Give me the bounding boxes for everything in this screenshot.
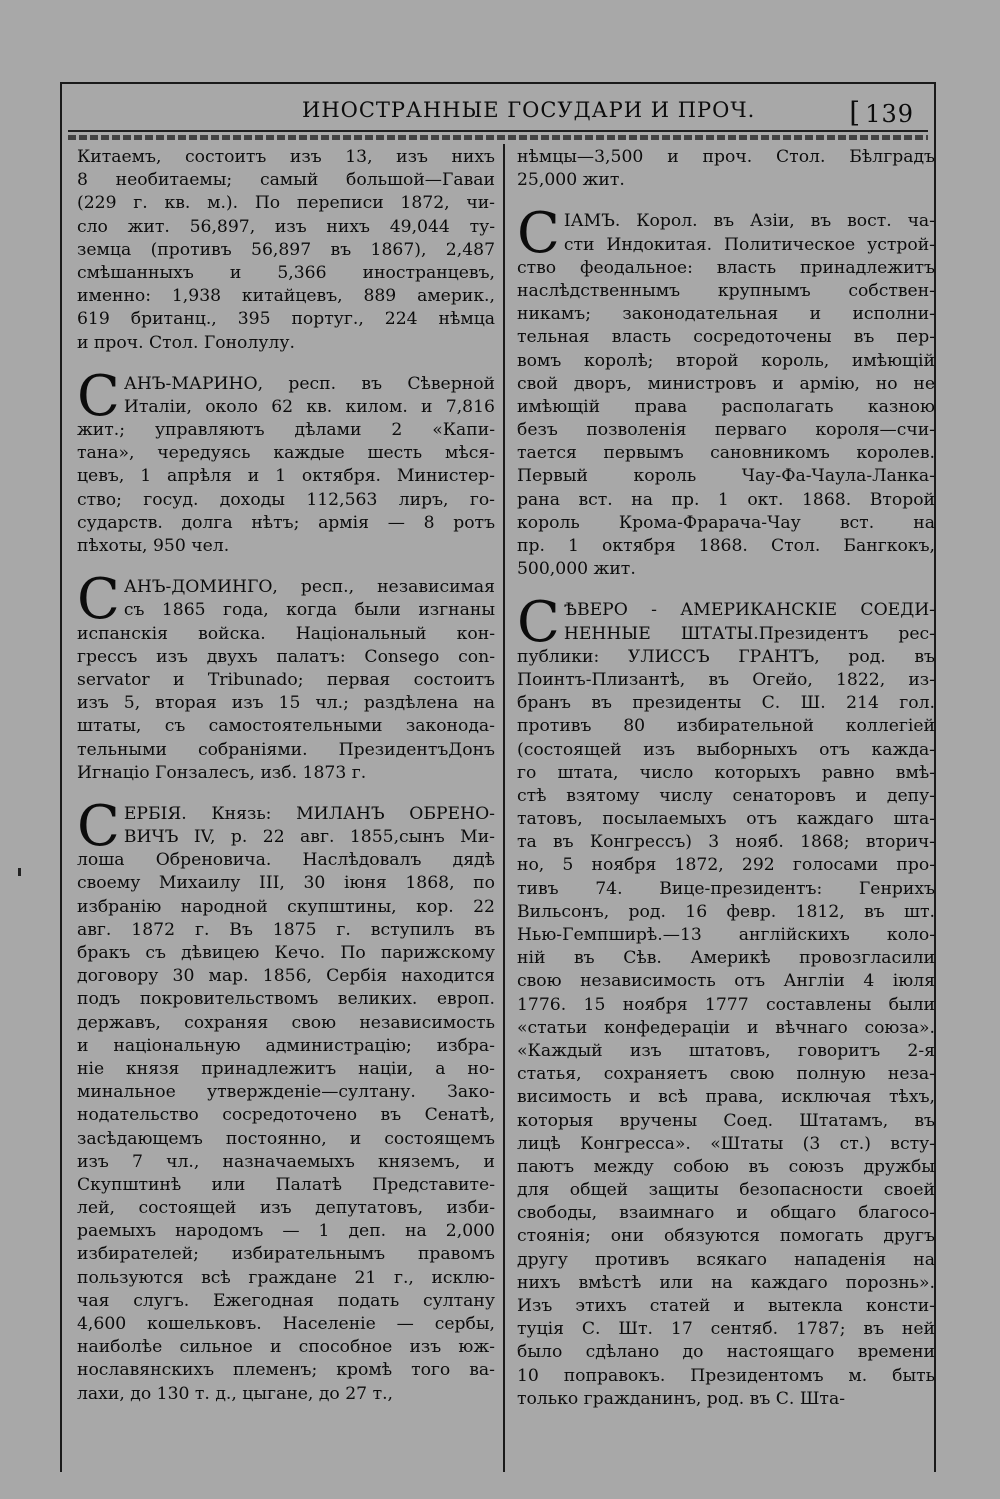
- text-line: Первый король Чау-Фа-Чаула-Ланка-: [517, 466, 935, 487]
- dropcap-letter: С: [77, 567, 120, 633]
- text-line: 25,000 жит.: [517, 170, 625, 191]
- text-line: сударств. долга нѣтъ; армія — 8 ротъ: [77, 512, 495, 533]
- text-line: ЕРБІЯ. Князь: МИЛАНЪ ОБРЕНО-: [123, 803, 495, 824]
- text-line: 4,600 кошельковъ. Населеніе — сербы,: [77, 1314, 495, 1334]
- text-line: 8 необитаемы; самый большой—Гаваи: [77, 170, 495, 191]
- paragraph-serbia-cont: [517, 146, 935, 192]
- text-line: имѣющій права располагать казною: [517, 396, 935, 417]
- text-line: испанскія войска. Національный кон-: [77, 623, 495, 644]
- text-line: стоянія; они обязуются помогать другъ: [517, 1226, 935, 1247]
- dropcap-letter: С: [77, 363, 120, 429]
- text-line: лоша Обреновича. Наслѣдовалъ дядѣ: [77, 850, 495, 871]
- text-line: (229 г. кв. м.). По переписи 1872, чи-: [77, 193, 495, 214]
- text-line: татовъ, посылаемыхъ отъ каждаго шта-: [517, 809, 935, 830]
- text-line: жит.; управляютъ дѣлами 2 «Капи-: [77, 420, 495, 441]
- paragraph-san-marino: [77, 363, 495, 559]
- text-line: минальное утвержденіе—султану. Зако-: [77, 1082, 495, 1103]
- paragraph-usa: [517, 590, 935, 1411]
- stray-ink-mark: [18, 868, 21, 876]
- text-line: и проч. Стол. Гонолулу.: [77, 332, 295, 353]
- paragraph-hawaii: [77, 146, 495, 355]
- paragraph-serbia: [77, 793, 495, 1406]
- text-line: Изъ этихъ статей и вытекла консти-: [517, 1296, 935, 1316]
- text-line: для общей защиты безопасности своей: [517, 1180, 935, 1201]
- text-line: цевъ, 1 апрѣля и 1 октября. Министер-: [77, 466, 495, 487]
- running-head: [62, 98, 934, 128]
- text-line: свой дворъ, министровъ и армію, но не: [517, 373, 935, 394]
- text-line: Китаемъ, состоитъ изъ 13, изъ нихъ: [77, 147, 495, 167]
- paragraph-san-domingo: [77, 567, 495, 785]
- text-line: чая слугъ. Ежегодная подать султану: [77, 1290, 495, 1311]
- text-line: подъ покровительствомъ великих. европ.: [77, 989, 495, 1010]
- text-line: изъ 7 чл., назначаемыхъ княземъ, и: [77, 1151, 495, 1172]
- text-line: туція С. Шт. 17 сентяб. 1787; въ ней: [517, 1319, 935, 1340]
- paragraph-siam: [517, 201, 935, 581]
- text-line: бракъ съ дѣвицею Кечо. По парижскому: [77, 943, 495, 963]
- running-title: ИНОСТРАННЫЕ ГОСУДАРИ И ПРОЧ.: [302, 98, 756, 122]
- text-line: Италіи, около 62 кв. килом. и 7,816: [123, 396, 495, 417]
- text-line: раемыхъ народомъ — 1 деп. на 2,000: [77, 1221, 495, 1242]
- text-line: пользуются всѣ граждане 21 г., исклю-: [77, 1267, 495, 1288]
- text-line: которыя вручены Соед. Штатамъ, въ: [517, 1110, 935, 1131]
- text-line: державъ, сохраняя свою независимость: [77, 1012, 495, 1033]
- text-line: стѣ взятому числу сенаторовъ и депу-: [517, 785, 935, 806]
- text-line: АНЪ-ДОМИНГО, респ., независимая: [123, 577, 495, 598]
- text-line: АНЪ-МАРИНО, респ. въ Сѣверной: [123, 373, 495, 394]
- text-line: свою независимость отъ Англіи 4 іюля: [517, 971, 935, 992]
- text-line: нодательство сосредоточено въ Сенатѣ,: [77, 1105, 495, 1126]
- text-line: го штата, число которыхъ равно вмѣ-: [517, 762, 935, 783]
- text-line: статья, сохраняетъ свою полную неза-: [517, 1064, 935, 1085]
- text-line: и національную администрацію; избра-: [77, 1035, 495, 1056]
- text-line: ѢВЕРО - АМЕРИКАНСКІЕ СОЕДИ-: [563, 600, 935, 621]
- text-line: НЕННЫЕ ШТАТЫ.Президентъ рес-: [563, 623, 935, 644]
- text-line: изъ 5, вторая изъ 15 чл.; раздѣлена на: [77, 693, 495, 714]
- page-number: [ 139: [849, 96, 914, 129]
- text-line: было сдѣлано до настоящаго времени: [517, 1342, 935, 1363]
- text-line: ВИЧЪ IV, р. 22 авг. 1855,сынъ Ми-: [123, 827, 495, 848]
- text-line: Игнаціо Гонзалесъ, изб. 1873 г.: [77, 762, 367, 783]
- text-line: Поинтъ-Плизантѣ, въ Огейо, 1822, из-: [517, 669, 935, 690]
- text-line: «статьи конфедераціи и вѣчнаго союза».: [517, 1017, 935, 1038]
- text-line: «Каждый изъ штатовъ, говоритъ 2-я: [517, 1040, 935, 1061]
- dropcap-letter: С: [517, 201, 560, 267]
- text-line: Скупштинѣ или Палатѣ Представите-: [77, 1174, 495, 1195]
- text-line: вомъ королѣ; второй король, имѣющій: [517, 350, 935, 371]
- text-line: висимость и всѣ права, исключая тѣхъ,: [517, 1087, 935, 1108]
- text-line: земца (противъ 56,897 въ 1867), 2,487: [77, 239, 495, 260]
- text-line: ІАМЪ. Корол. въ Азіи, въ вост. ча-: [563, 211, 935, 232]
- text-line: но, 5 ноября 1872, 292 голосами про-: [517, 855, 935, 876]
- text-line: нославянскихъ племенъ; кромѣ того ва-: [77, 1360, 495, 1381]
- text-line: нихъ вмѣстѣ или на каждаго порознь».: [517, 1272, 935, 1293]
- text-line: грессъ изъ двухъ палатъ: Consego con-: [77, 646, 495, 667]
- text-line: именно: 1,938 китайцевъ, 889 америк.,: [77, 286, 495, 307]
- text-line: лахи, до 130 т. д., цыгане, до 27 т.,: [77, 1383, 394, 1404]
- text-line: ство; госуд. доходы 112,563 лиръ, го-: [77, 489, 495, 510]
- text-line: пр. 1 октября 1868. Стол. Бангкокъ,: [517, 536, 935, 556]
- text-line: 500,000 жит.: [517, 559, 636, 580]
- text-line: лицѣ Конгресса». «Штаты (3 ст.) всту-: [517, 1133, 935, 1154]
- text-line: тивъ 74. Вице-президентъ: Генрихъ: [517, 878, 935, 899]
- text-line: нѣмцы—3,500 и проч. Стол. Бѣлградъ: [517, 147, 935, 167]
- text-line: Вильсонъ, род. 16 февр. 1812, въ шт.: [517, 901, 935, 922]
- text-line: наиболѣе сильное и способное изъ юж-: [77, 1337, 495, 1358]
- text-line: бранъ въ президенты С. Ш. 214 гол.: [517, 693, 935, 714]
- text-line: избранію народной скупштины, кор. 22: [77, 896, 495, 917]
- text-line: противъ 80 избирательной коллегіей: [517, 716, 935, 737]
- text-line: смѣшанныхъ и 5,366 иностранцевъ,: [77, 262, 495, 283]
- text-line: Нью-Гемпширѣ.—13 англійскихъ коло-: [517, 925, 935, 945]
- text-line: паютъ между собою въ союзъ дружбы: [517, 1156, 935, 1177]
- text-line: безъ позволенія перваго короля—счи-: [517, 420, 935, 441]
- text-line: та въ Конгрессъ) 3 нояб. 1868; вторич-: [517, 832, 935, 853]
- dropcap-letter: С: [517, 590, 560, 656]
- text-line: 10 поправокъ. Президентомъ м. быть: [517, 1365, 935, 1386]
- text-line: тана», чередуясь каждые шесть мѣся-: [77, 443, 495, 464]
- text-line: наслѣдственнымъ крупнымъ собствен-: [517, 280, 935, 301]
- text-line: тельная власть сосредоточены въ пер-: [517, 327, 935, 348]
- text-line: ство феодальное: власть принадлежитъ: [517, 257, 935, 278]
- text-line: ній въ Сѣв. Америкѣ провозгласили: [517, 948, 935, 969]
- text-line: своему Михаилу III, 30 іюня 1868, по: [77, 873, 495, 894]
- text-line: публики: УЛИССЪ ГРАНТЪ, род. въ: [517, 646, 935, 667]
- text-line: другу противъ всякаго нападенія на: [517, 1249, 935, 1270]
- text-line: servator и Tribunado; первая состоитъ: [77, 669, 495, 690]
- text-line: лей, состоящей изъ депутатовъ, изби-: [77, 1198, 495, 1219]
- dropcap-letter: С: [77, 793, 120, 859]
- text-line: (состоящей изъ выборныхъ отъ кажда-: [517, 739, 935, 760]
- page-frame: [60, 82, 936, 1472]
- column-divider: [503, 144, 505, 1472]
- text-line: авг. 1872 г. Въ 1875 г. вступилъ въ: [77, 919, 495, 940]
- text-line: тельными собраніями. ПрезидентъДонъ: [77, 739, 495, 760]
- left-column: [77, 146, 495, 1424]
- text-line: свободы, взаимнаго и общаго благосо-: [517, 1203, 935, 1224]
- text-line: засѣдающемъ постоянно, и состоящемъ: [77, 1128, 495, 1149]
- text-line: 1776. 15 ноября 1777 составлены были: [517, 994, 935, 1015]
- header-rule: [68, 130, 928, 142]
- text-line: штаты, съ самостоятельными законода-: [77, 716, 495, 737]
- text-line: 619 британц., 395 португ., 224 нѣмца: [77, 309, 495, 330]
- text-line: только гражданинъ, род. въ С. Шта-: [517, 1388, 845, 1409]
- text-line: избирателей; избирательнымъ правомъ: [77, 1244, 495, 1265]
- text-line: сло жит. 56,897, изъ нихъ 49,044 ту-: [77, 216, 495, 237]
- text-line: пѣхоты, 950 чел.: [77, 536, 230, 556]
- text-line: съ 1865 года, когда были изгнаны: [123, 600, 495, 621]
- text-line: сти Индокитая. Политическое устрой-: [563, 234, 935, 255]
- text-line: рана вст. на пр. 1 окт. 1868. Второй: [517, 489, 935, 510]
- text-line: никамъ; законодательная и исполни-: [517, 304, 935, 325]
- text-line: тается первымъ сановникомъ королев.: [517, 443, 935, 464]
- text-line: договору 30 мар. 1856, Сербія находится: [77, 966, 495, 987]
- right-column: [517, 146, 935, 1429]
- text-line: ніе князя принадлежитъ націи, а но-: [77, 1058, 495, 1079]
- text-line: король Крома-Фрарача-Чау вст. на: [517, 512, 935, 533]
